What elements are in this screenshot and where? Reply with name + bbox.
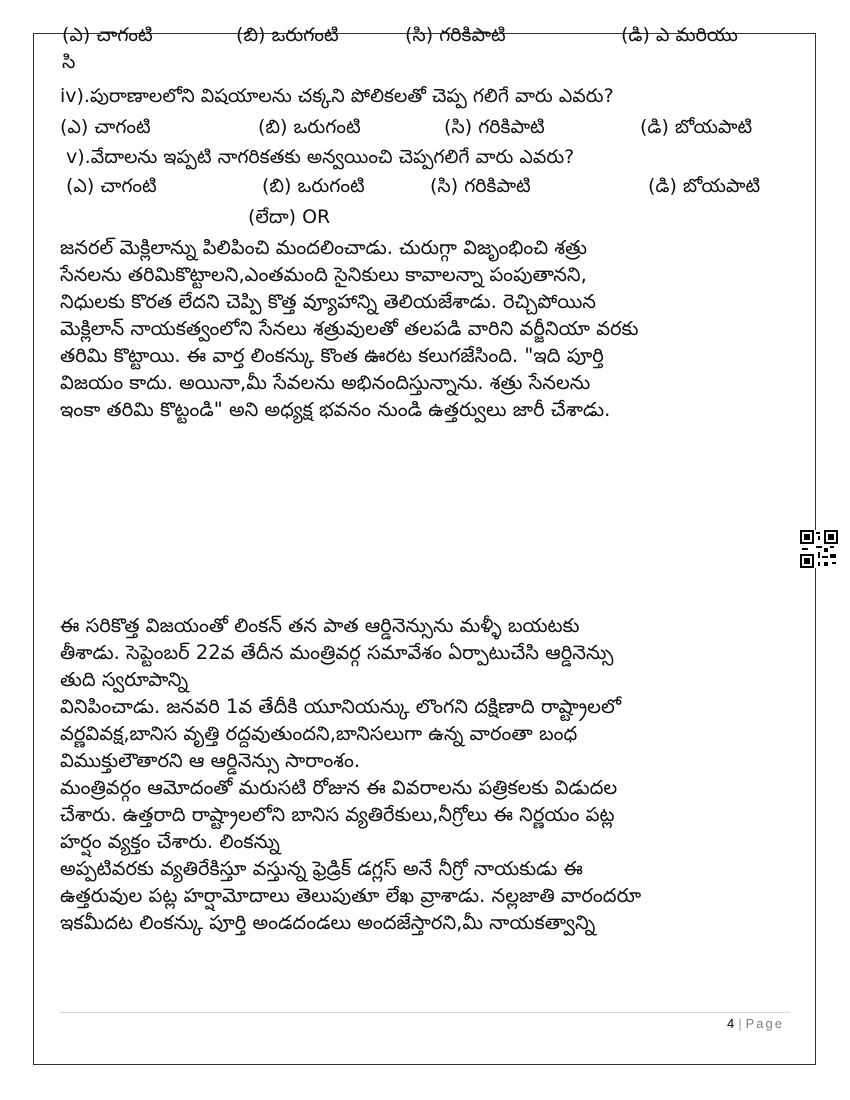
option-b: (బి) ఒరుగంటి <box>236 24 339 46</box>
q5-option-d: (డి) బోయపాటి <box>648 175 761 197</box>
passage-line: వినిపించాడు. జనవరి 1వ తేదీకి యూనియన్కు లొంగని దక్షిణాది రాష్ట్రాలలో <box>60 695 622 718</box>
or-label: (లేదా) OR <box>248 206 331 228</box>
q4-option-a: (ఎ) చాగంటి <box>60 116 151 138</box>
passage-line: చేశారు. ఉత్తరాది రాష్ట్రాలలోని బానిస వ్యతిరేకులు,నీగ్రోలు ఈ నిర్ణయం పట్ల <box>60 803 615 826</box>
passage-line: వర్ణవివక్ష,బానిస వృత్తి రద్దవుతుందని,బానిసలుగా ఉన్న వారంతా బంధ <box>60 722 578 745</box>
q4-option-c: (సి) గరికిపాటి <box>444 116 545 138</box>
q4-option-d: (డి) బోయపాటి <box>640 116 753 138</box>
q5-option-c: (సి) గరికిపాటి <box>430 175 531 197</box>
passage-line: అప్పటివరకు వ్యతిరేకిస్తూ వస్తున్న ఫ్రెడ్రిక్ డగ్లస్ అనే నీగ్రో నాయకుడు ఈ <box>60 857 583 880</box>
page-footer <box>727 1016 784 1031</box>
question-iv: iv).పురాణాలలోని విషయాలను చక్కని పోలికలతో చెప్ప గలిగే వారు ఎవరు? <box>60 85 614 107</box>
passage-line: తీశాడు. సెప్టెంబర్ 22వ తేదీన మంత్రివర్గ సమావేశం ఏర్పాటుచేసి ఆర్డినెన్సు <box>60 641 614 664</box>
passage-line: విజయం కాదు. అయినా,మీ సేవలను అభినందిస్తున్నాను. శత్రు సేనలను <box>60 371 591 394</box>
passage-line: తుది స్వరూపాన్ని <box>60 668 189 691</box>
question-v: v).వేదాలను ఇప్పటి నాగరికతకు అన్వయించి చెప్పగలిగే వారు ఎవరు? <box>66 146 575 168</box>
q4-option-b: (బి) ఒరుగంటి <box>258 116 361 138</box>
passage-line: హర్షం వ్యక్తం చేశారు. లింకన్ను <box>60 830 280 853</box>
passage-line: మంత్రివర్గం ఆమోదంతో మరుసటి రోజున ఈ వివరాలను పత్రికలకు విడుదల <box>60 776 618 799</box>
passage-line: ఈ సరికొత్త విజయంతో లింకన్ తన పాత ఆర్డినెన్సును మళ్ళీ బయటకు <box>60 614 580 637</box>
passage-line: నిధులకు కొరత లేదని చెప్పి కొత్త వ్యూహాన్ని తెలియజేశాడు. రెచ్చిపోయిన <box>60 290 596 313</box>
q5-option-a: (ఎ) చాగంటి <box>66 175 157 197</box>
page-number: 4 <box>727 1016 735 1031</box>
passage-line: జనరల్ మెక్లిలాన్ను పిలిపించి మందలించాడు. చురుగ్గా విజృంభించి శత్రు <box>60 236 588 259</box>
passage-line: విముక్తులౌతారని ఆ ఆర్డినెన్సు సారాంశం. <box>60 749 361 772</box>
passage-2 <box>60 612 775 936</box>
option-c: (సి) గరికిపాటి <box>405 24 506 46</box>
passage-line: సేనలను తరిమికొట్టాలని,ఎంతమంది సైనికులు కావాలన్నా పంపుతానని, <box>60 263 587 286</box>
passage-line: ఇంకా తరిమి కొట్టండి" అని అధ్యక్ష భవనం నుండి ఉత్తర్వులు జారీ చేశాడు. <box>60 398 611 421</box>
qr-code-icon <box>800 530 838 568</box>
passage-line: ఇకమీదట లింకన్కు పూర్తి అండదండలు అందజేస్తారని,మీ నాయకత్వాన్ని <box>60 911 596 934</box>
passage-line: తరిమి కొట్టాయి. ఈ వార్త లింకన్కు కొంత ఊరట కలుగజేసింది. "ఇది పూర్తి <box>60 344 604 367</box>
q5-option-b: (బి) ఒరుగంటి <box>262 175 365 197</box>
passage-line: ఉత్తరువుల పట్ల హర్షామోదాలు తెలుపుతూ లేఖ వ్రాశాడు. నల్లజాతి వారందరూ <box>60 884 642 907</box>
option-d-wrap: సి <box>62 51 76 73</box>
option-d: (డి) ఎ మరియు <box>621 24 738 46</box>
passage-line: మెక్లిలాన్ నాయకత్వంలోని సేనలు శత్రువులతో తలపడి వారిని వర్జీనియా వరకు <box>60 317 639 340</box>
footer-separator: | <box>738 1016 742 1031</box>
passage-1 <box>60 234 775 423</box>
footer-divider <box>60 1012 790 1013</box>
page-label: Page <box>745 1016 784 1031</box>
option-a: (ఎ) చాగంటి <box>62 24 153 46</box>
